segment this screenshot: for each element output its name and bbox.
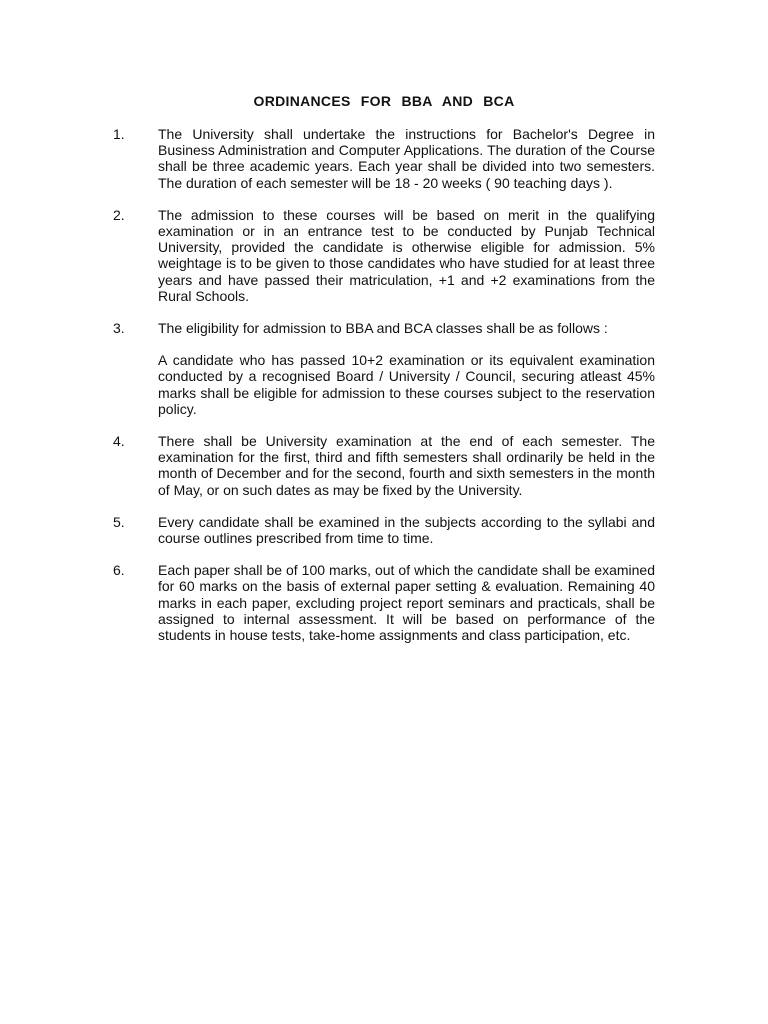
item-number: 3. (113, 320, 125, 337)
ordinance-list (113, 126, 655, 659)
item-paragraph: The University shall undertake the instructions for Bachelor's Degree in Business Administration and Computer Applications. The duration of the Course shall be three academic years. Each year shall be divided into two semesters. The duration of each semester will be 18 - 20 weeks ( 90 teaching days ). (158, 126, 655, 191)
item-number: 1. (113, 126, 125, 142)
item-paragraph: A candidate who has passed 10+2 examination or its equivalent examination conducted by a recognised Board / University / Council, securing atleast 45% marks shall be eligible for admission to these courses subject to the reservation policy. (158, 352, 655, 417)
item-body (158, 433, 655, 498)
ordinance-item-4 (113, 433, 655, 498)
item-number: 2. (113, 206, 125, 223)
item-body (158, 562, 655, 643)
ordinance-item-1 (113, 126, 655, 191)
item-paragraph: The eligibility for admission to BBA and BCA classes shall be as follows : (158, 320, 608, 337)
item-body (158, 126, 655, 191)
ordinance-item-5 (113, 514, 655, 546)
item-number: 6. (113, 562, 125, 579)
item-body (158, 320, 655, 417)
ordinance-item-2 (113, 207, 655, 304)
item-paragraph: There shall be University examination at the end of each semester. The examination for the first, third and fifth semesters shall ordinarily be held in the month of December and for the second, fourth and sixth semesters in the month of May, or on such dates as may be fixed by the University. (158, 433, 655, 498)
item-paragraph: Each paper shall be of 100 marks, out of which the candidate shall be examined for 60 marks on the basis of external paper setting & evaluation. Remaining 40 marks in each paper, excluding project report seminars and practicals, shall be assigned to internal assessment. It will be based on performance of the students in house tests, take-home assignments and class participation, etc. (158, 562, 655, 644)
item-number: 4. (113, 433, 125, 450)
item-number: 5. (113, 513, 125, 530)
ordinance-item-6 (113, 562, 655, 643)
item-body (158, 207, 655, 304)
item-paragraph: The admission to these courses will be based on merit in the qualifying examination or in an entrance test to be conducted by Punjab Technical University, provided the candidate is otherwise eligible for admission. 5% weightage is to be given to those candidates who have studied for at least three years and have passed their matriculation, +1 and +2 examinations from the Rural Schools. (158, 206, 655, 304)
item-paragraph: Every candidate shall be examined in the subjects according to the syllabi and course outlines prescribed from time to time. (158, 513, 655, 547)
ordinance-item-3 (113, 320, 655, 417)
document-title: ORDINANCES FOR BBA AND BCA (253, 93, 515, 109)
item-body (158, 514, 655, 546)
